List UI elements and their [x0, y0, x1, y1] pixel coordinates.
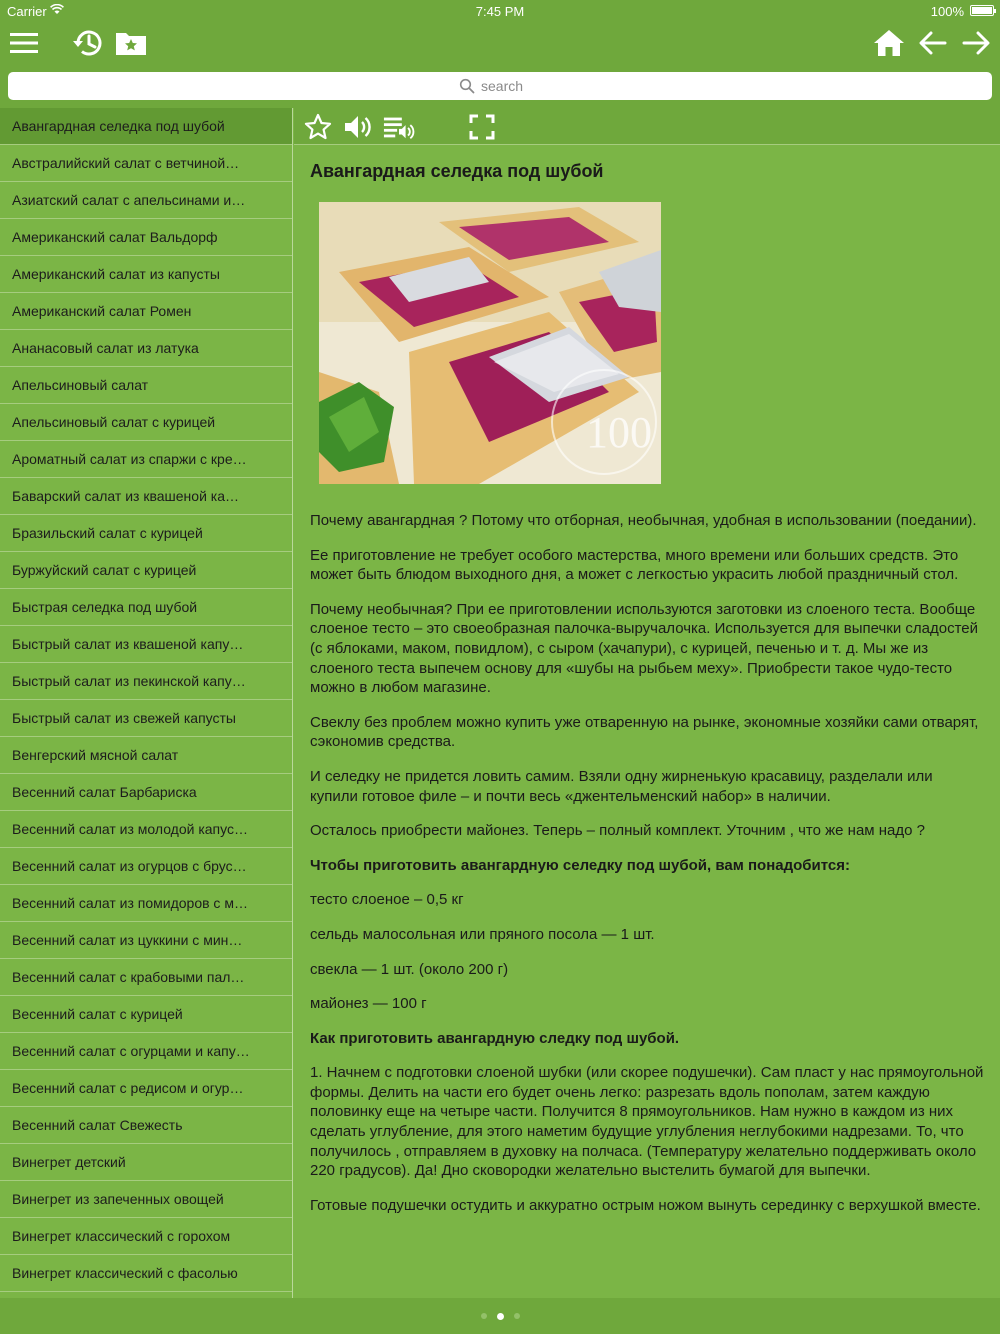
article-photo: [319, 202, 661, 484]
sidebar-item[interactable]: Весенний салат Свежесть: [0, 1107, 292, 1144]
page-dot[interactable]: [497, 1313, 504, 1320]
bookmark-folder-icon[interactable]: [114, 26, 148, 60]
article-title: Авангардная селедка под шубой: [310, 161, 604, 181]
sidebar-item[interactable]: Весенний салат с редисом и огур…: [0, 1070, 292, 1107]
menu-icon[interactable]: [7, 26, 41, 60]
sidebar-item[interactable]: Венгерский мясной салат: [0, 737, 292, 774]
recipe-list: [0, 108, 293, 1298]
article-paragraph: Почему необычная? При ее приготовлении используются заготовки из слоеного теста. Вообще слоеное тесто – это своеобразная палочка-выручалочка. Используется для выпечки сладостей (с яблоками, маком, повидлом), с сыром (хачапури), с курицей, печенью и т. д. Мы же из слоеного теста выпечем основу для «шубы на рыбьем меху». Приобрести такое чудо-тесто можно в любом магазине.: [310, 600, 979, 697]
sidebar-item[interactable]: Американский салат из капусты: [0, 256, 292, 293]
article-paragraph: Свеклу без проблем можно купить уже отваренную на рынке, экономные хозяйки сами отварят, сэкономив средства.: [310, 713, 979, 751]
sidebar-item[interactable]: Ананасовый салат из латука: [0, 330, 292, 367]
sidebar-item[interactable]: Винегрет классический с горохом: [0, 1218, 292, 1255]
article-subheading: Как приготовить авангардную следку под шубой.: [310, 1029, 680, 1047]
battery-icon: [970, 5, 994, 16]
sidebar-item[interactable]: Азиатский салат с апельсинами и…: [0, 182, 292, 219]
article-paragraph: свекла — 1 шт. (около 200 г): [310, 960, 509, 978]
top-bar: [0, 0, 1000, 108]
sidebar-item[interactable]: Винегрет детский: [0, 1144, 292, 1181]
sidebar-item[interactable]: Быстрый салат из пекинской капу…: [0, 663, 292, 700]
sidebar-item[interactable]: Весенний салат из помидоров с м…: [0, 885, 292, 922]
page-indicator[interactable]: [0, 1298, 1000, 1334]
sidebar-item[interactable]: Американский салат Вальдорф: [0, 219, 292, 256]
content-toolbar: [294, 108, 1000, 145]
article-paragraph: тесто слоеное – 0,5 кг: [310, 891, 464, 909]
search-bar[interactable]: [8, 72, 992, 100]
carrier-label: Carrier: [7, 4, 47, 19]
sidebar-item[interactable]: Винегрет из запеченных овощей: [0, 1181, 292, 1218]
sidebar-item[interactable]: Весенний салат с крабовыми пал…: [0, 959, 292, 996]
sidebar-item[interactable]: Апельсиновый салат с курицей: [0, 404, 292, 441]
fullscreen-icon[interactable]: [466, 111, 498, 143]
sidebar-item[interactable]: Весенний салат с огурцами и капу…: [0, 1033, 292, 1070]
sidebar-item[interactable]: Апельсиновый салат: [0, 367, 292, 404]
article-paragraph: Готовые подушечки остудить и аккуратно острым ножом вынуть серединку с верхушкой вместе.: [310, 1196, 981, 1214]
home-icon[interactable]: [872, 26, 906, 60]
sidebar-item[interactable]: Весенний салат из огурцов с брус…: [0, 848, 292, 885]
sidebar-item[interactable]: Быстрая селедка под шубой: [0, 589, 292, 626]
star-icon[interactable]: [302, 111, 334, 143]
article-paragraph: Почему авангардная ? Потому что отборная, необычная, удобная в использовании (поедании).: [310, 512, 977, 529]
sidebar-item[interactable]: Весенний салат из молодой капус…: [0, 811, 292, 848]
back-arrow-icon[interactable]: [916, 26, 950, 60]
clock: 7:45 PM: [475, 4, 525, 19]
sidebar-item[interactable]: Авангардная селедка под шубой: [0, 108, 292, 145]
article-paragraph: Осталось приобрести майонез. Теперь – полный комплект. Уточним , что же нам надо ?: [310, 822, 925, 840]
article: [294, 146, 1000, 1298]
article-paragraph: 1. Начнем с подготовки слоеной шубки (или скорее подушечки). Сам пласт у нас прямоугольной формы. Делить на части его будет очень легко: разрезать вдоль пополам, затем каждую половинку еще на четыре части. Получится 8 прямоугольников. Нам нужно в каждом из них сделать углубление, для этого наметим будущие углубления неглубокими надрезами. То, что получилось , отправляем в духовку на полчаса. (Температуру желательно поддерживать около 220 градусов). Да! Дно сковородки желательно выстелить бумагой для выпечки.: [310, 1064, 984, 1180]
sidebar-item[interactable]: Американский салат Ромен: [0, 293, 292, 330]
read-aloud-icon[interactable]: [383, 111, 415, 143]
article-paragraph: Ее приготовление не требует особого мастерства, много времени или больших средств. Это может быть блюдом выходного дня, а может с легкостью украсить любой праздничный стол.: [310, 546, 959, 584]
search-input[interactable]: [481, 78, 541, 94]
sidebar-item[interactable]: Ароматный салат из спаржи с кре…: [0, 441, 292, 478]
sidebar-item[interactable]: Весенний салат Барбариска: [0, 774, 292, 811]
sidebar-item[interactable]: Австралийский салат с ветчиной…: [0, 145, 292, 182]
battery-percent: 100%: [930, 4, 964, 19]
sidebar-item[interactable]: Быстрый салат из свежей капусты: [0, 700, 292, 737]
page-dot[interactable]: [514, 1313, 520, 1319]
status-bar: [0, 0, 1000, 22]
sidebar-item[interactable]: Весенний салат с курицей: [0, 996, 292, 1033]
photo-watermark: 100: [586, 408, 652, 457]
sidebar-item[interactable]: Баварский салат из квашеной ка…: [0, 478, 292, 515]
article-paragraph: И селедку не придется ловить самим. Взяли одну жирненькую красавицу, разделали или купили готовое филе – и почти весь «джентельменский набор» в наличии.: [310, 767, 933, 805]
sidebar-item[interactable]: Быстрый салат из квашеной капу…: [0, 626, 292, 663]
sidebar-item[interactable]: Бразильский салат с курицей: [0, 515, 292, 552]
article-paragraph: сельдь малосольная или пряного посола — 1 шт.: [310, 925, 655, 943]
article-paragraph: майонез — 100 г: [310, 995, 427, 1013]
history-icon[interactable]: [70, 26, 104, 60]
sidebar-item[interactable]: Весенний салат из цуккини с мин…: [0, 922, 292, 959]
sidebar-item[interactable]: Винегрет классический с фасолью: [0, 1255, 292, 1292]
sidebar-item[interactable]: Буржуйский салат с курицей: [0, 552, 292, 589]
forward-arrow-icon[interactable]: [959, 26, 993, 60]
article-subheading: Чтобы приготовить авангардную селедку под шубой, вам понадобится:: [310, 856, 851, 874]
article-body: [310, 511, 984, 1215]
speaker-icon[interactable]: [342, 111, 374, 143]
page-dot[interactable]: [481, 1313, 487, 1319]
search-icon: [459, 78, 475, 94]
